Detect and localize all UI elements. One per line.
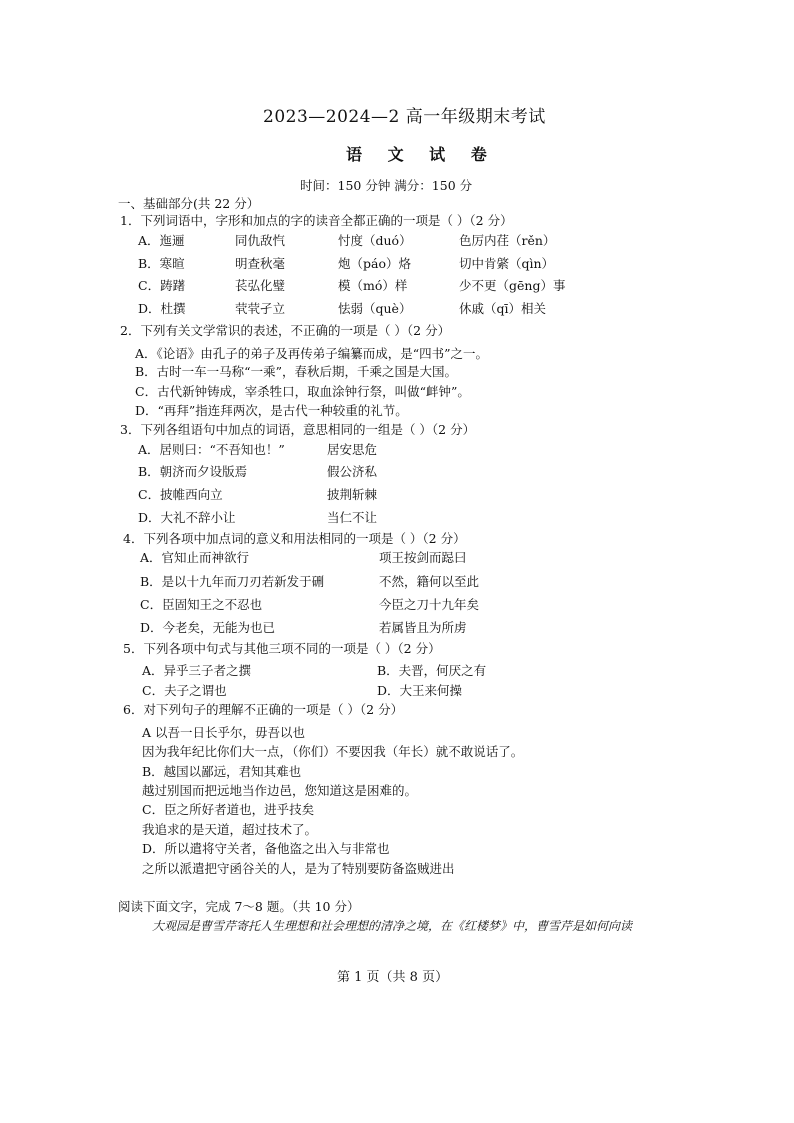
q4-b-left: B．是以十九年而刀刃若新发于硎 <box>140 574 325 589</box>
q6-line-1: A 以吾一日长乎尔，毋吾以也 <box>142 725 306 740</box>
q1-c-2: 苌弘化璧 <box>235 278 286 293</box>
q5-option-b: B．夫晋，何厌之有 <box>377 663 487 678</box>
page-number: 第 1 页（共 8 页） <box>337 970 449 985</box>
q6-line-2: 因为我年纪比你们大一点，（你们）不要因我（年长）就不敢说话了。 <box>142 744 524 759</box>
question-6-stem: 6．对下列句子的理解不正确的一项是（ ）（2 分） <box>123 702 404 717</box>
q6-line-3: B．越国以鄙远，君知其难也 <box>142 764 302 779</box>
q1-a-2: 同仇敌忾 <box>235 233 286 248</box>
q3-c-right: 披荆斩棘 <box>327 487 378 502</box>
q6-line-8: 之所以派遣把守函谷关的人，是为了特别要防备盗贼进出 <box>142 861 455 876</box>
q6-line-5: C．臣之所好者道也，进乎技矣 <box>142 802 315 817</box>
q1-a-4: 色厉内荏（rěn） <box>459 233 556 248</box>
exam-subtitle: 语 文 试 卷 <box>346 145 497 164</box>
question-5-stem: 5．下列各项中句式与其他三项不同的一项是（ ）（2 分） <box>123 641 441 656</box>
q1-a-3: 忖度（duó） <box>338 233 412 248</box>
q4-a-right: 项王按剑而跽曰 <box>379 550 467 565</box>
reading-passage: 大观园是曹雪芹寄托人生理想和社会理想的清净之境，在《红楼梦》中，曹雪芹是如何向读 <box>152 919 633 933</box>
q3-d-right: 当仁不让 <box>327 510 378 525</box>
q4-c-left: C．臣固知王之不忍也 <box>140 597 263 612</box>
question-1-stem: 1．下列词语中，字形和加点的字的读音全都正确的一项是（ ）（2 分） <box>120 213 513 228</box>
q4-b-right: 不然，籍何以至此 <box>379 574 480 589</box>
q1-c-4: 少不更（gēng）事 <box>459 278 566 293</box>
question-3-stem: 3．下列各组语句中加点的词语，意思相同的一组是（ ）（2 分） <box>120 422 476 437</box>
q2-option-b: B．古时一车一马称“一乘”，春秋后期，千乘之国是大国。 <box>135 364 457 379</box>
q1-b-3: 炮（páo）烙 <box>338 256 411 271</box>
q3-d-left: D．大礼不辞小让 <box>138 510 236 525</box>
time-info: 时间：150 分钟 满分：150 分 <box>300 178 473 193</box>
q4-c-right: 今臣之刀十九年矣 <box>379 597 480 612</box>
q2-option-a: A．《论语》由孔子的弟子及再传弟子编纂而成，是“四书”之一。 <box>135 346 489 361</box>
question-4-stem: 4．下列各项中加点词的意义和用法相同的一项是（ ）（2 分） <box>123 531 466 546</box>
q1-b-1: B．寒暄 <box>138 256 185 271</box>
q5-option-a: A．异乎三子者之撰 <box>142 663 252 678</box>
q4-d-right: 若属皆且为所虏 <box>379 620 467 635</box>
q2-option-c: C．古代新钟铸成，宰杀牲口，取血涂钟行祭，叫做“衅钟”。 <box>135 384 470 399</box>
q1-b-4: 切中肯綮（qìn） <box>459 256 555 271</box>
section-heading: 一、基础部分(共 22 分） <box>118 196 260 211</box>
q6-line-7: D．所以遣将守关者，备他盗之出入与非常也 <box>142 841 390 856</box>
q3-b-left: B．朝济而夕设版焉 <box>138 464 248 479</box>
q5-option-c: C．夫子之谓也 <box>142 683 227 698</box>
exam-title: 2023—2024—2 高一年级期末考试 <box>263 107 546 127</box>
q5-option-d: D．大王来何操 <box>377 683 463 698</box>
q1-c-1: C．踌躇 <box>138 278 186 293</box>
reading-intro: 阅读下面文字，完成 7～8 题。（共 10 分） <box>118 899 360 914</box>
q3-b-right: 假公济私 <box>327 464 378 479</box>
q1-a-1: A．迤逦 <box>138 233 185 248</box>
q3-a-right: 居安思危 <box>327 442 378 457</box>
q1-b-2: 明查秋毫 <box>235 256 286 271</box>
q6-line-6: 我追求的是天道，超过技术了。 <box>142 822 318 837</box>
q1-d-4: 休戚（qī）相关 <box>459 301 546 316</box>
q6-line-4: 越过别国而把远地当作边邑，您知道这是困难的。 <box>142 783 418 798</box>
q2-option-d: D．“再拜”指连拜两次，是古代一种较重的礼节。 <box>135 403 408 418</box>
q3-c-left: C．披帷西向立 <box>138 487 223 502</box>
q1-c-3: 模（mó）样 <box>338 278 408 293</box>
q3-a-left: A．居则曰：“不吾知也！” <box>138 442 285 457</box>
q4-a-left: A．官知止而神欲行 <box>140 550 250 565</box>
q1-d-2: 茕茕孑立 <box>235 301 286 316</box>
q1-d-1: D．杜撰 <box>138 301 186 316</box>
q1-d-3: 怯弱（què） <box>338 301 412 316</box>
q4-d-left: D．今老矣，无能为也已 <box>140 620 276 635</box>
question-2-stem: 2．下列有关文学常识的表述，不正确的一项是（ ）（2 分） <box>120 323 451 338</box>
